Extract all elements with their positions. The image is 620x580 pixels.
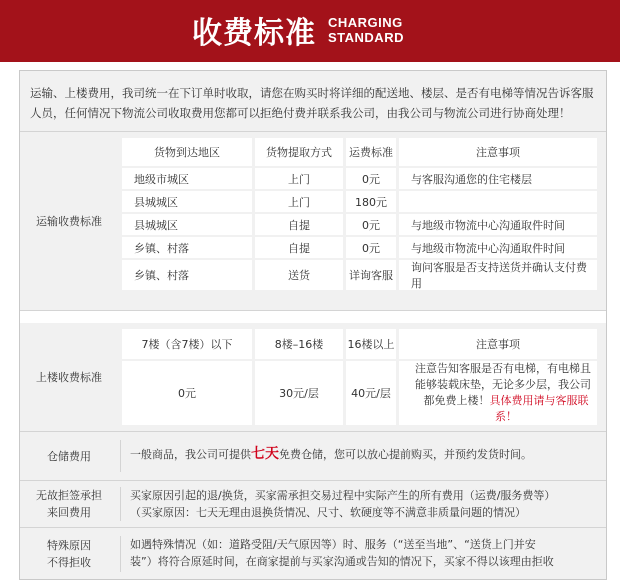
return-text-line2: （买家原因：七天无理由退换货情况、尺寸、软硬度等不满意非质量问题的情况） xyxy=(130,506,526,519)
banner-title-cn: 收费标准 xyxy=(192,16,316,51)
upstairs-note-line3-plain: 都免费上楼！ xyxy=(423,394,490,407)
upstairs-section xyxy=(20,323,606,432)
storage-section xyxy=(20,432,606,481)
notice-block xyxy=(20,71,606,132)
upstairs-value-low: 0元 xyxy=(122,361,252,425)
banner-title-en-line2: STANDARD xyxy=(328,30,404,45)
special-text xyxy=(130,536,600,570)
banner-title-en-line1: CHARGING xyxy=(328,15,403,30)
transport-section xyxy=(20,132,606,311)
special-label-line1: 特殊原因 xyxy=(47,538,91,552)
storage-divider xyxy=(120,440,121,472)
special-text-line2: 装”）将符合原延时间，在商家提前与买家沟通或告知的情况下，买家不得以该理由拒收 xyxy=(130,555,554,568)
transport-row-5-method: 送货 xyxy=(255,260,343,290)
upstairs-header-low: 7楼（含7楼）以下 xyxy=(122,329,252,359)
transport-row-2-fee: 180元 xyxy=(346,191,396,212)
return-divider xyxy=(120,487,121,521)
special-text-line1: 如遇特殊情况（如：道路受阻/天气原因等）时、服务（“送至当地”、“送货上门并安 xyxy=(130,538,536,551)
transport-header-fee: 运费标准 xyxy=(346,138,396,166)
storage-text-before: 一般商品，我公司可提供 xyxy=(130,448,251,461)
upstairs-header-mid: 8楼–16楼 xyxy=(255,329,343,359)
transport-row-1-area: 地级市城区 xyxy=(122,168,252,189)
upstairs-label: 上楼收费标准 xyxy=(36,371,102,384)
return-text xyxy=(130,487,600,521)
banner-title-en xyxy=(328,15,404,45)
storage-highlight: 七天 xyxy=(251,446,279,462)
transport-row-3-note: 与地级市物流中心沟通取件时间 xyxy=(399,214,597,235)
transport-row-2-method: 上门 xyxy=(255,191,343,212)
storage-text xyxy=(130,446,600,463)
return-text-line1: 买家原因引起的退/换货，买家需承担交易过程中实际产生的所有费用（运费/服务费等） xyxy=(130,489,556,502)
upstairs-header-high: 16楼以上 xyxy=(346,329,396,359)
transport-row-1-fee: 0元 xyxy=(346,168,396,189)
upstairs-note-line2: 能够装载床垫，无论多少层，我公司 xyxy=(415,378,591,391)
storage-label: 仓储费用 xyxy=(47,450,91,463)
transport-header-area: 货物到达地区 xyxy=(122,138,252,166)
transport-header-method: 货物提取方式 xyxy=(255,138,343,166)
upstairs-value-high: 40元/层 xyxy=(346,361,396,425)
transport-label: 运输收费标准 xyxy=(36,215,102,228)
transport-row-5-fee: 详询客服 xyxy=(346,260,396,290)
transport-row-5-note: 询问客服是否支持送货并确认支付费用 xyxy=(399,260,597,290)
special-divider xyxy=(120,536,121,572)
notice-text: 运输、上楼费用，我司统一在下订单时收取，请您在购买时将详细的配送地、楼层、是否有电梯等情况告诉客服人员，任何情况下物流公司收取费用您都可以拒绝付费并联系我公司，由我公司与物流公司进行协商处理！ xyxy=(30,86,594,120)
transport-row-2-area: 县城城区 xyxy=(122,191,252,212)
return-label-line1: 无故拒签承担 xyxy=(36,489,102,502)
transport-row-4-area: 乡镇、村落 xyxy=(122,237,252,258)
transport-row-2-note xyxy=(399,191,597,212)
return-label-line2: 来回费用 xyxy=(47,506,91,519)
upstairs-header-note: 注意事项 xyxy=(399,329,597,359)
special-label xyxy=(20,528,118,579)
upstairs-note-highlight: 具体费用请与客服联系！ xyxy=(489,394,589,423)
transport-row-3-area: 县城城区 xyxy=(122,214,252,235)
return-label xyxy=(20,481,118,527)
return-section xyxy=(20,481,606,528)
upstairs-note-line3 xyxy=(415,393,597,425)
transport-row-1-method: 上门 xyxy=(255,168,343,189)
upstairs-note xyxy=(399,361,597,425)
transport-row-4-method: 自提 xyxy=(255,237,343,258)
special-section xyxy=(20,528,606,579)
transport-row-3-method: 自提 xyxy=(255,214,343,235)
upstairs-note-line1: 注意告知客服是否有电梯，有电梯且 xyxy=(415,362,591,375)
upstairs-value-mid: 30元/层 xyxy=(255,361,343,425)
transport-row-5-area: 乡镇、村落 xyxy=(122,260,252,290)
transport-row-4-note: 与地级市物流中心沟通取件时间 xyxy=(399,237,597,258)
transport-header-note: 注意事项 xyxy=(399,138,597,166)
banner-title-group xyxy=(192,10,404,50)
storage-text-after: 免费仓储，您可以放心提前购买，并预约发货时间。 xyxy=(279,448,532,461)
charging-sheet xyxy=(19,70,607,580)
transport-row-4-fee: 0元 xyxy=(346,237,396,258)
special-label-line2: 不得拒收 xyxy=(47,555,91,569)
transport-row-3-fee: 0元 xyxy=(346,214,396,235)
transport-row-1-note: 与客服沟通您的住宅楼层 xyxy=(399,168,597,189)
header-banner xyxy=(0,0,620,62)
